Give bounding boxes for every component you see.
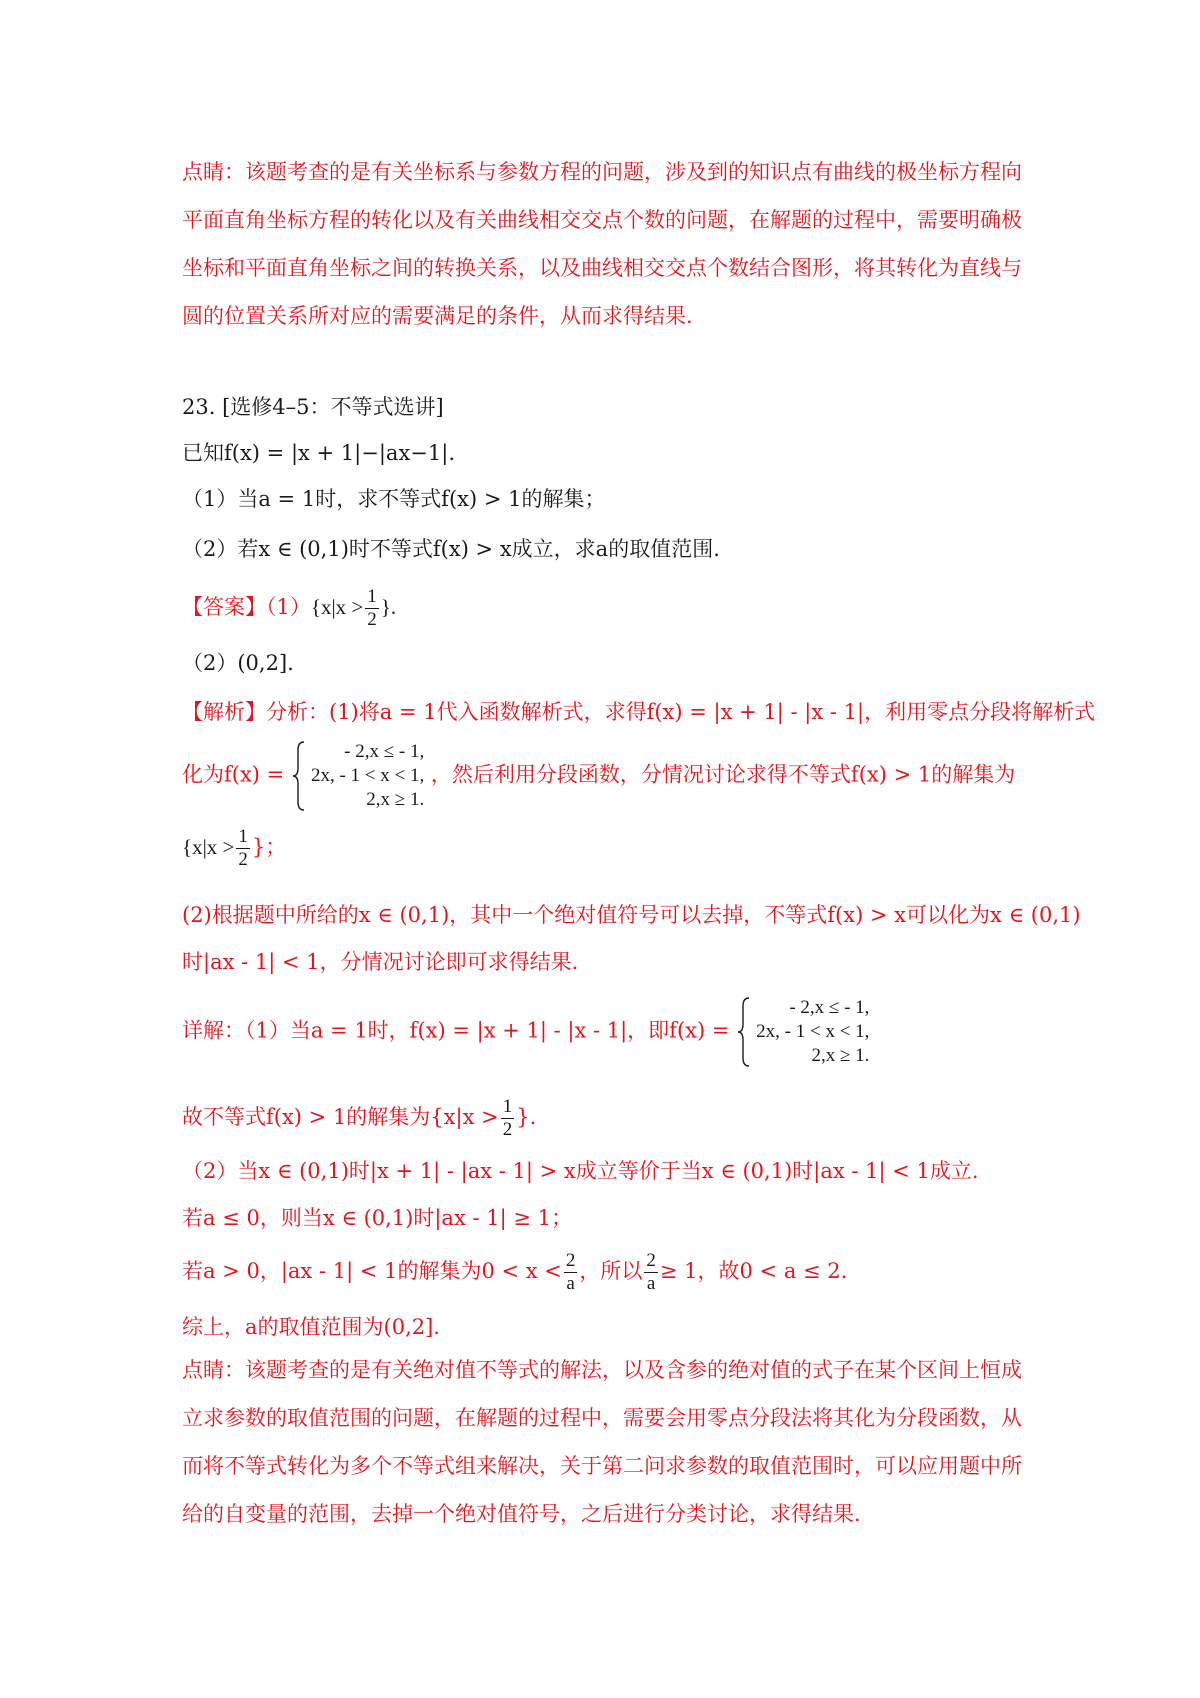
fraction-numerator: 1 bbox=[238, 826, 248, 847]
detail-line-2 bbox=[182, 1096, 536, 1141]
detail-fraction bbox=[501, 1096, 515, 1141]
final-comment-line: 立求参数的取值范围的问题，在解题的过程中，需要会用零点分段法将其化为分段函数，从 bbox=[182, 1406, 1022, 1430]
problem-q1: （1）当a = 1时，求不等式f(x) > 1的解集； bbox=[182, 487, 606, 511]
piece-row: 2x, - 1 < x < 1, bbox=[310, 765, 425, 786]
analysis-piecewise-prefix: 化为f(x) = bbox=[182, 762, 285, 787]
prev-comment-line: 平面直角坐标方程的转化以及有关曲线相交交点个数的问题，在解题的过程中，需要明确极 bbox=[182, 208, 1022, 232]
analysis-piecewise-suffix: ，然后利用分段函数，分情况讨论求得不等式f(x) > 1的解集为 bbox=[430, 762, 1016, 787]
analysis-set: {x|x > bbox=[182, 835, 235, 859]
piece-row: 2,x ≥ 1. bbox=[366, 789, 425, 810]
analysis-set-end: }； bbox=[251, 835, 287, 859]
fraction-numerator: 1 bbox=[367, 586, 377, 607]
analysis-text: 分析：(1)将a = 1代入函数解析式，求得f(x) = |x + 1| - |x - 1|，利用零点分段将解析式 bbox=[266, 700, 1096, 724]
analysis-line-3 bbox=[182, 826, 286, 871]
final-comment-line: 给的自变量的范围，去掉一个绝对值符号，之后进行分类讨论，求得结果. bbox=[182, 1502, 861, 1526]
analysis-line-2 bbox=[182, 740, 1015, 812]
detail-prefix: 详解：（1）当a = 1时，f(x) = |x + 1| - |x - 1|，即f(x) = bbox=[182, 1018, 730, 1043]
detail-line-1 bbox=[182, 996, 869, 1068]
piece-row: 2x, - 1 < x < 1, bbox=[756, 1021, 870, 1042]
detail-solution-text: 故不等式f(x) > 1的解集为{x|x > bbox=[182, 1105, 499, 1129]
final-comment-line: 点睛：该题考查的是有关绝对值不等式的解法，以及含参的绝对值的式子在某个区间上恒成 bbox=[182, 1358, 1022, 1382]
fraction-denominator: a bbox=[566, 1273, 575, 1294]
detail-line-6: 综上，a的取值范围为(0,2]. bbox=[182, 1315, 440, 1339]
detail-case-connector: ，所以 bbox=[579, 1259, 643, 1283]
answer-1-end: }. bbox=[380, 595, 397, 619]
piece-row: 2,x ≥ 1. bbox=[811, 1045, 870, 1066]
left-brace-icon bbox=[736, 996, 752, 1068]
fraction-denominator: 2 bbox=[502, 1119, 513, 1140]
analysis-line-5: 时|ax - 1| < 1，分情况讨论即可求得结果. bbox=[182, 950, 579, 974]
answer-1-fraction bbox=[365, 586, 379, 631]
final-comment-line: 而将不等式转化为多个不等式组来解决，关于第二问求参数的取值范围时，可以应用题中所 bbox=[182, 1454, 1022, 1478]
fraction-denominator: a bbox=[646, 1273, 656, 1294]
detail-case-text: 若a > 0，|ax - 1| < 1的解集为0 < x < bbox=[182, 1259, 562, 1283]
analysis-line-4: (2)根据题中所给的x ∈ (0,1)，其中一个绝对值符号可以去掉，不等式f(x) > x可以化为x ∈ (0,1) bbox=[182, 903, 1081, 927]
problem-given: 已知f(x) = |x + 1|−|ax−1|. bbox=[182, 441, 455, 465]
detail-solution-end: }. bbox=[516, 1105, 537, 1129]
answer-tag: 【答案】 bbox=[182, 595, 266, 619]
fraction-denominator: 2 bbox=[367, 609, 377, 630]
answer-1-prefix: （1） bbox=[266, 595, 311, 619]
final-comment bbox=[182, 1346, 1022, 1538]
prev-comment-line: 点睛：该题考查的是有关坐标系与参数方程的问题，涉及到的知识点有曲线的极坐标方程向 bbox=[182, 160, 1022, 184]
detail-case-end: ≥ 1，故0 < a ≤ 2. bbox=[659, 1259, 848, 1283]
answer-2: （2）(0,2]. bbox=[182, 651, 294, 675]
analysis-tag: 【解析】 bbox=[182, 700, 266, 724]
piece-row: - 2,x ≤ - 1, bbox=[789, 997, 870, 1018]
analysis-line-1 bbox=[182, 697, 1095, 727]
analysis-fraction bbox=[236, 826, 250, 871]
detail-line-3: （2）当x ∈ (0,1)时|x + 1| - |ax - 1| > x成立等价于当x ∈ (0,1)时|ax - 1| < 1成立. bbox=[182, 1159, 979, 1183]
problem-title: 23. [选修4–5：不等式选讲] bbox=[182, 395, 444, 419]
detail-line-5 bbox=[182, 1250, 847, 1295]
detail-piecewise bbox=[736, 996, 869, 1068]
answer-1-set: {x|x > bbox=[310, 595, 364, 619]
fraction-denominator: 2 bbox=[238, 849, 248, 870]
fraction-numerator: 1 bbox=[502, 1096, 513, 1117]
answer-line-1 bbox=[182, 586, 396, 631]
prev-comment bbox=[182, 148, 1022, 340]
detail-fraction-2 bbox=[644, 1250, 658, 1295]
fraction-numerator: 2 bbox=[565, 1250, 576, 1271]
detail-line-4: 若a ≤ 0，则当x ∈ (0,1)时|ax - 1| ≥ 1； bbox=[182, 1206, 572, 1230]
piece-row: - 2,x ≤ - 1, bbox=[344, 741, 425, 762]
left-brace-icon bbox=[291, 740, 307, 812]
problem-q2: （2）若x ∈ (0,1)时不等式f(x) > x成立，求a的取值范围. bbox=[182, 537, 720, 561]
prev-comment-line: 坐标和平面直角坐标之间的转换关系，以及曲线相交交点个数结合图形，将其转化为直线与 bbox=[182, 256, 1022, 280]
detail-fraction-1 bbox=[564, 1250, 578, 1295]
prev-comment-line: 圆的位置关系所对应的需要满足的条件，从而求得结果. bbox=[182, 304, 693, 328]
fraction-numerator: 2 bbox=[646, 1250, 656, 1271]
analysis-piecewise bbox=[291, 740, 424, 812]
